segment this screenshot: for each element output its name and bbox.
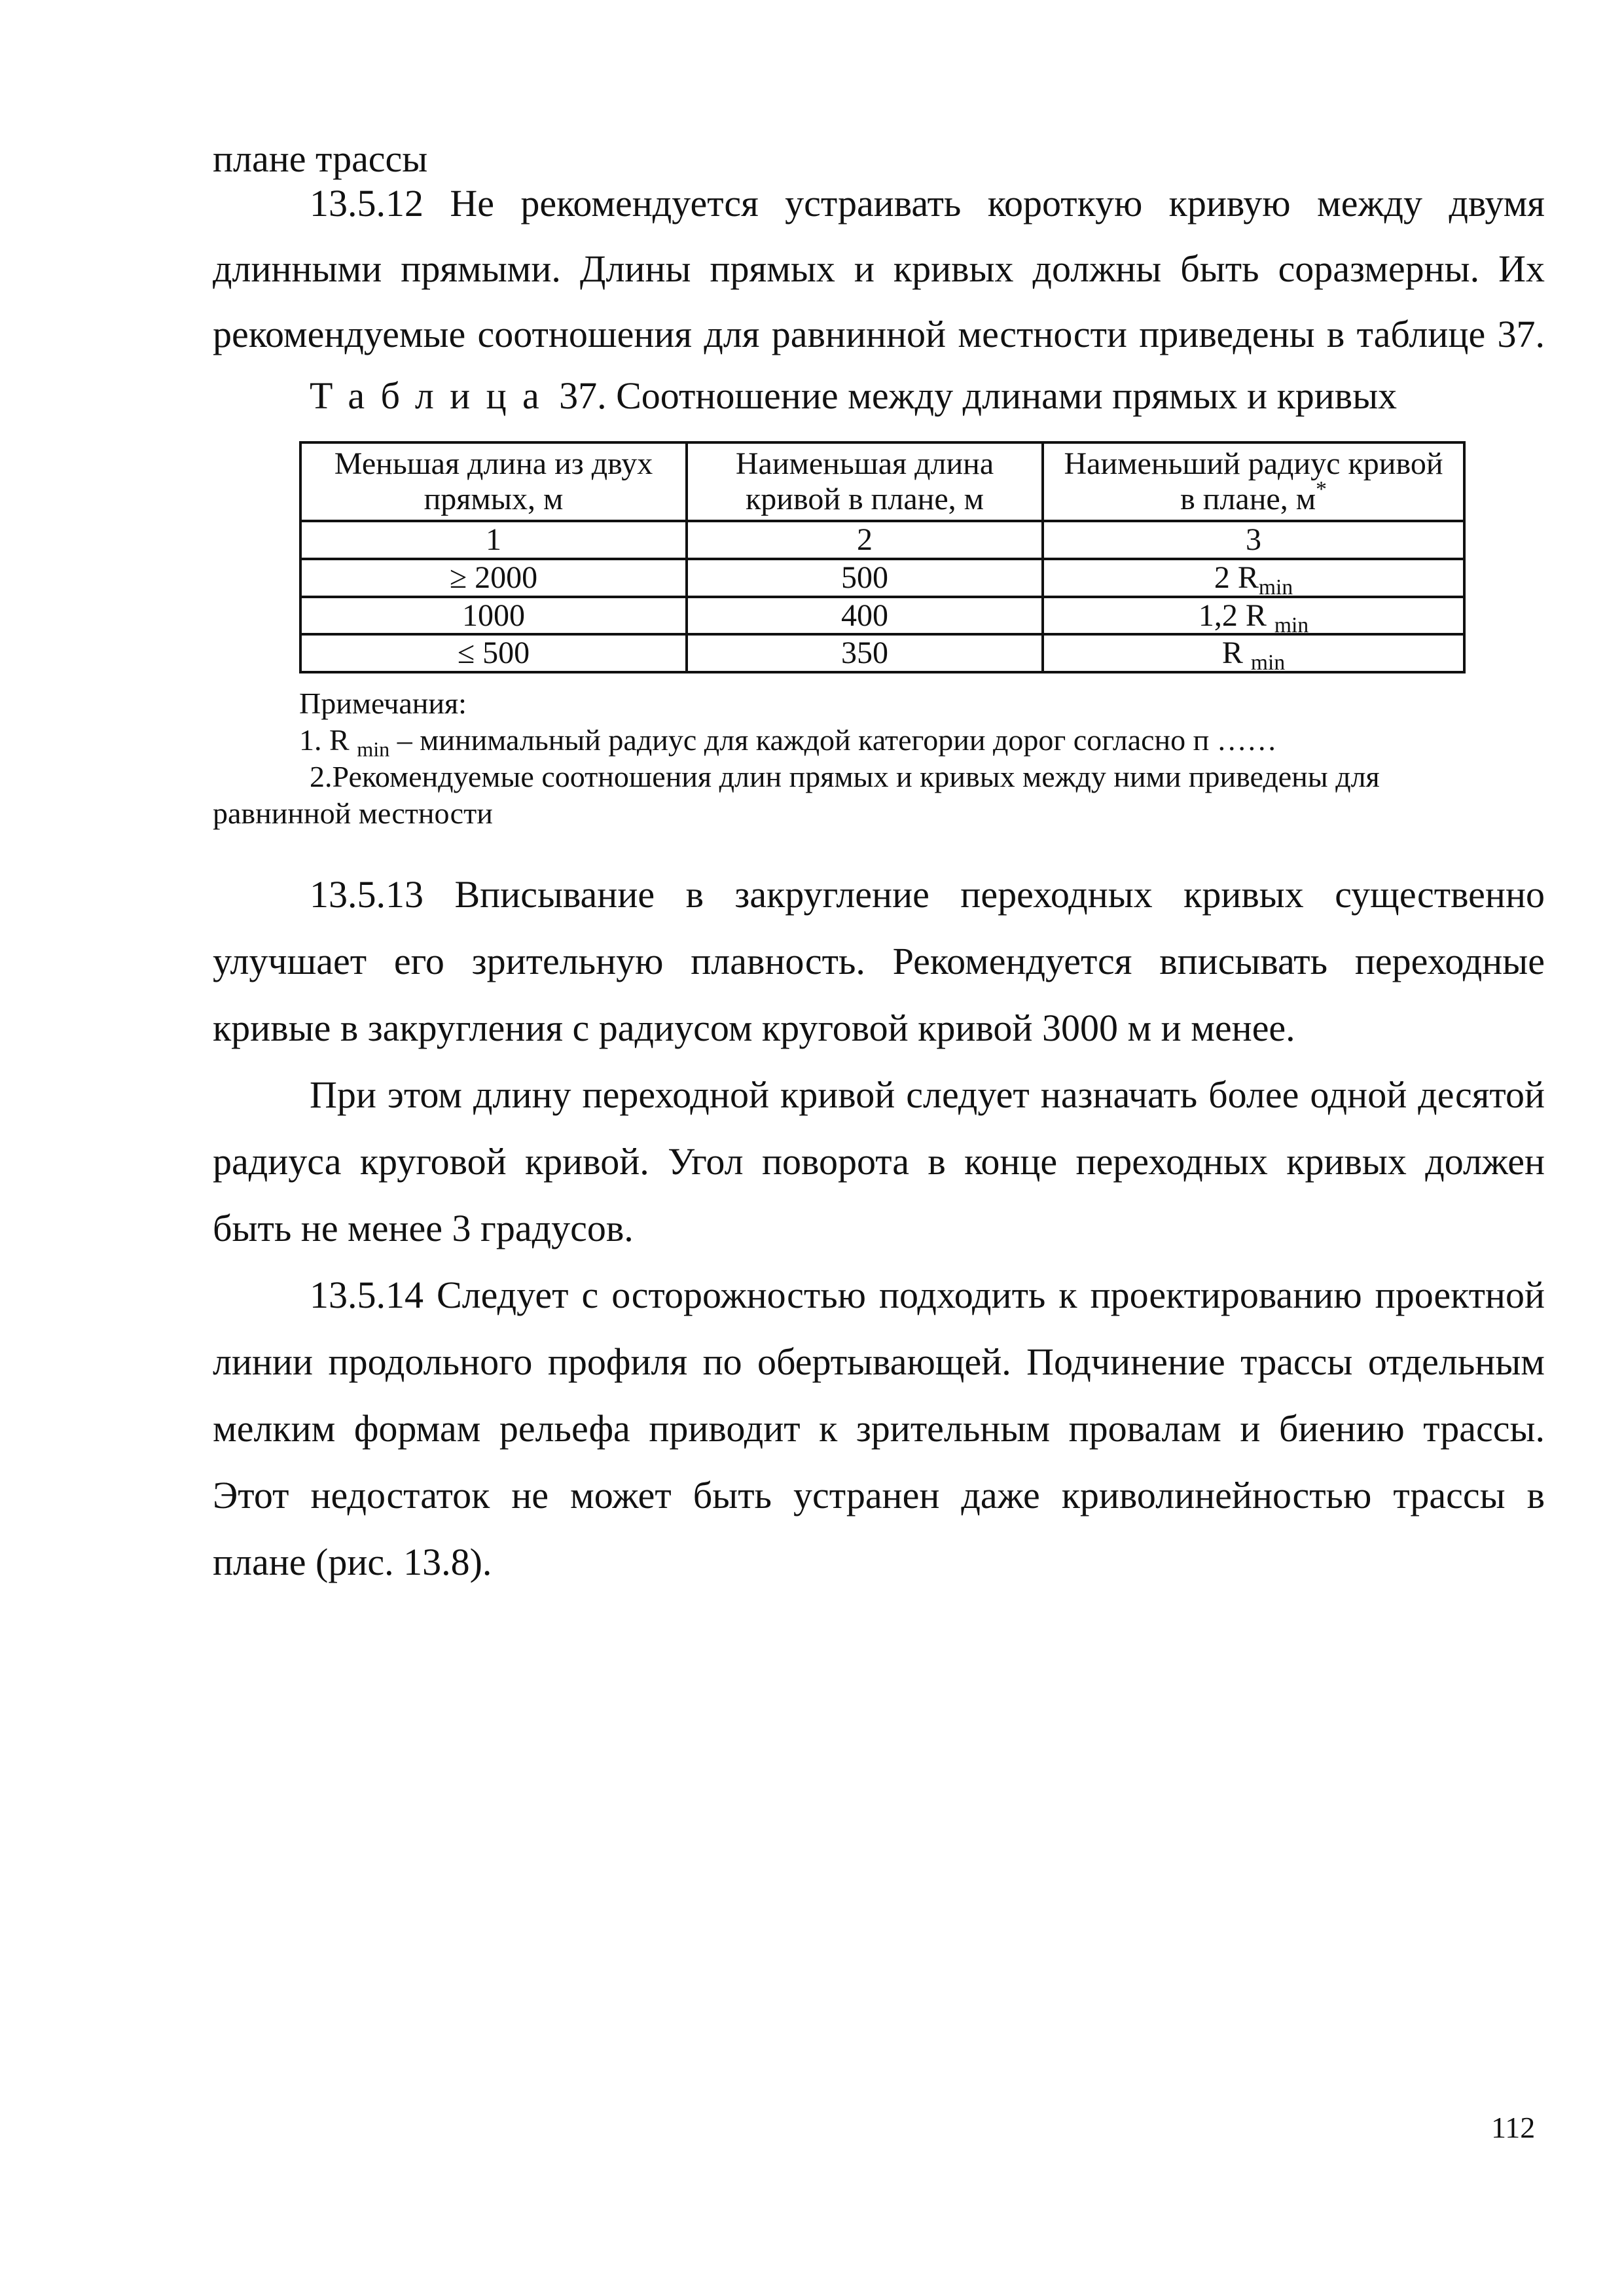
- notes-title: Примечания:: [299, 687, 467, 720]
- cell-curve-radius: 1,2 R $_{min}$: [1043, 597, 1464, 635]
- column-number: 3: [1043, 521, 1464, 559]
- paragraph-13-5-14-line-3: мелким формам рельефа приводит к зрительным провалам и биению трассы.: [213, 1407, 1545, 1450]
- paragraph-13-5-14-line-2: линии продольного профиля по обертывающей. Подчинение трассы отдельным: [213, 1340, 1545, 1383]
- paragraph-13-5-14-line-5: плане (рис. 13.8).: [213, 1541, 492, 1583]
- note-1: 1. R $_{min}$ – минимальный радиус для каждой категории дорог согласно п ……: [299, 723, 1277, 761]
- cell-curve-length: 350: [687, 634, 1043, 672]
- paragraph-13-5-14-line-4: Этот недостаток не может быть устранен даже криволинейностью трассы в: [213, 1474, 1545, 1516]
- table-caption-text: 37. Соотношение между длинами прямых и кривых: [559, 374, 1398, 417]
- cell-curve-radius: 2 $R_{min}$: [1043, 559, 1464, 597]
- column-number: 1: [300, 521, 687, 559]
- paragraph-13-5-12-line-3: рекомендуемые соотношения для равнинной местности приведены в таблице 37.: [213, 313, 1545, 355]
- cell-curve-length: 400: [687, 597, 1043, 635]
- footnote-asterisk: *: [1316, 476, 1327, 501]
- table-row: [300, 634, 1464, 672]
- paragraph-13-5-13-line-2: улучшает его зрительную плавность. Рекомендуется вписывать переходные: [213, 940, 1545, 982]
- note-2-line-2: равнинной местности: [213, 797, 493, 830]
- cell-straight-length: 1000: [300, 597, 687, 635]
- table-caption: [310, 374, 1398, 417]
- paragraph-transition-line-3: быть не менее 3 градусов.: [213, 1207, 634, 1249]
- paragraph-13-5-12-line-2: длинными прямыми. Длины прямых и кривых должны быть соразмерны. Их: [213, 247, 1545, 290]
- table-37: [299, 441, 1466, 673]
- paragraph-13-5-13-line-1: 13.5.13 Вписывание в закругление переходных кривых существенно: [310, 873, 1545, 916]
- page-number: 112: [1491, 2111, 1536, 2144]
- column-number: 2: [687, 521, 1043, 559]
- table-row: [300, 597, 1464, 635]
- paragraph-13-5-14-line-1: 13.5.14 Следует с осторожностью подходить к проектированию проектной: [310, 1274, 1545, 1316]
- table-column-numbers-row: [300, 521, 1464, 559]
- cell-curve-radius: R $_{min}$: [1043, 634, 1464, 672]
- header-min-curve-length: Наименьшая длина кривой в плане, м: [687, 442, 1043, 521]
- cell-straight-length: ≤ 500: [300, 634, 687, 672]
- paragraph-13-5-13-line-3: кривые в закругления с радиусом круговой кривой 3000 м и менее.: [213, 1007, 1295, 1049]
- paragraph-transition-line-2: радиуса круговой кривой. Угол поворота в конце переходных кривых должен: [213, 1140, 1545, 1183]
- table-header-row: [300, 442, 1464, 521]
- header-min-straight-length: Меньшая длина из двух прямых, м: [300, 442, 687, 521]
- paragraph-13-5-12-line-1: 13.5.12 Не рекомендуется устраивать короткую кривую между двумя: [310, 182, 1545, 224]
- table-caption-label: Таблица: [310, 374, 556, 417]
- continuation-line: плане трассы: [213, 137, 428, 180]
- note-2-line-1: 2.Рекомендуемые соотношения длин прямых и кривых между ними приведены для: [310, 760, 1380, 793]
- paragraph-transition-line-1: При этом длину переходной кривой следует назначать более одной десятой: [310, 1073, 1545, 1116]
- cell-curve-length: 500: [687, 559, 1043, 597]
- header-min-curve-radius: Наименьший радиус кривой в плане, м*: [1043, 442, 1464, 521]
- table-row: [300, 559, 1464, 597]
- cell-straight-length: ≥ 2000: [300, 559, 687, 597]
